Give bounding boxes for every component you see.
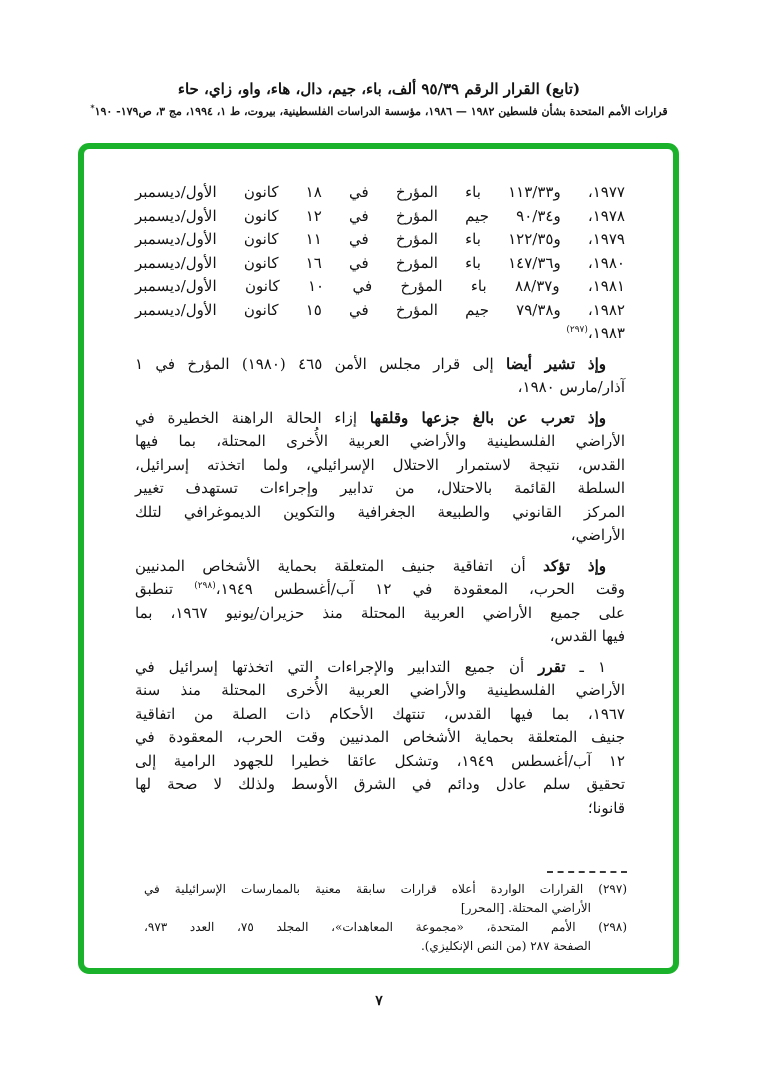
footnote-line <box>144 899 627 918</box>
text-segment: قانونا؛ <box>587 798 625 817</box>
text-segment: تقرر <box>538 657 566 676</box>
text-segment: آذار/مارس ١٩٨٠، <box>517 378 625 396</box>
paragraph-affirming-geneva-convention <box>135 555 625 649</box>
text-segment: ١٩٧٨، و٩٠/٣٤ جيم المؤرخ في ١٢ كانون الأول/ديسمبر <box>135 206 625 225</box>
text-segment: ١ ـ <box>565 657 606 676</box>
text-line <box>135 252 625 276</box>
text-segment: الأراضي الفلسطينية والأراضي العربية الأُخرى المحتلة، بما فيها <box>135 432 625 450</box>
paragraph-operative-paragraph-1 <box>135 656 625 821</box>
text-line <box>135 578 625 602</box>
text-line <box>135 275 625 299</box>
text-line <box>135 602 625 626</box>
paragraph-recalling-sc-resolution-465 <box>135 353 625 400</box>
footnote-line <box>144 880 627 899</box>
text-segment: تحقيق سلم عادل ودائم في الشرق الأوسط ولذلك لا صحة لها <box>135 775 625 793</box>
text-line <box>135 501 625 525</box>
text-segment: ١٩٨٠، و١٤٧/٣٦ باء المؤرخ في ١٦ كانون الأول/ديسمبر <box>135 253 625 272</box>
page-number: ٧ <box>375 993 383 1009</box>
text-segment: ١٩٨٢، و٧٩/٣٨ جيم المؤرخ في ١٥ كانون الأول/ديسمبر <box>135 300 625 319</box>
text-line <box>135 376 625 400</box>
text-segment: القدس، نتيجة لاستمرار الاحتلال الإسرائيلي، ولما اتخذته إسرائيل، <box>135 455 625 474</box>
text-segment: المركز القانوني والطبيعة الجغرافية والتكوين الديموغرافي لتلك <box>135 502 625 521</box>
text-line <box>135 726 625 750</box>
text-line <box>135 205 625 229</box>
text-segment: على جميع الأراضي العربية المحتلة منذ حزيران/يونيو ١٩٦٧، بما <box>135 603 625 622</box>
text-line <box>135 407 625 431</box>
paragraph-expressing-alarm <box>135 407 625 548</box>
text-line <box>135 322 625 346</box>
text-segment: وقت الحرب، المعقودة في ١٢ آب/أغسطس ١٩٤٩، <box>215 580 626 598</box>
text-line <box>135 679 625 703</box>
text-segment: الأراضي، <box>570 526 625 544</box>
paragraph-resolutions-list <box>135 181 625 346</box>
header-footnote-marker: * <box>90 102 95 113</box>
text-segment: ١٩٧٩، و١٢٢/٣٥ باء المؤرخ في ١١ كانون الأول/ديسمبر <box>135 230 625 248</box>
header-title-text: (تابع) القرار الرقم ٩٥/٣٩ ألف، باء، جيم، دال، هاء، واو، زاي، حاء <box>177 80 581 98</box>
text-line <box>135 524 625 548</box>
text-line <box>135 299 625 323</box>
header-source-line <box>0 103 758 120</box>
text-segment: إزاء الحالة الراهنة الخطيرة في <box>135 408 370 427</box>
text-line <box>135 750 625 774</box>
text-line <box>135 181 625 205</box>
text-segment: (٢٩٧) القرارات الواردة أعلاه قرارات سابقة معنية بالممارسات الإسرائيلية في <box>144 882 627 896</box>
text-segment: السلطة القائمة بالاحتلال، من تدابير وإجراءات تستهدف تغيير <box>135 479 625 497</box>
text-segment: وإذ تؤكد <box>543 556 606 575</box>
text-line <box>135 228 625 252</box>
text-line <box>135 656 625 680</box>
content-frame <box>78 143 679 974</box>
footnote-ref-marker: (٢٩٧) <box>566 325 588 335</box>
text-line <box>135 773 625 797</box>
text-line <box>135 353 625 377</box>
text-segment: الأراضي المحتلة. [المحرر] <box>460 901 591 915</box>
text-line <box>135 703 625 727</box>
text-segment: أن جميع التدابير والإجراءات التي اتخذتها إسرائيل في <box>135 657 539 676</box>
footnote-ref-marker: (٢٩٨) <box>194 581 216 591</box>
text-segment: فيها القدس، <box>549 627 625 645</box>
text-segment: الصفحة ٢٨٧ (من النص الإنكليزي). <box>420 939 591 953</box>
text-segment: جنيف المتعلقة بحماية الأشخاص المدنيين وقت الحرب، المعقودة في <box>135 728 625 746</box>
footnote-line <box>144 918 627 937</box>
text-segment: تنطبق <box>135 580 195 598</box>
header-title <box>0 78 758 100</box>
text-segment: وإذ تشير أيضا <box>506 354 606 373</box>
text-line <box>135 430 625 454</box>
footnote-separator-line <box>547 871 627 873</box>
text-line <box>135 625 625 649</box>
text-segment: (٢٩٨) الأمم المتحدة، «مجموعة المعاهدات»، المجلد ٧٥، العدد ٩٧٣، <box>144 920 627 934</box>
text-segment: ١٢ آب/أغسطس ١٩٤٩، وتشكل عائقا خطيرا للجهود الرامية إلى <box>135 751 625 770</box>
text-segment: أن اتفاقية جنيف المتعلقة بحماية الأشخاص المدنيين <box>135 556 544 575</box>
footnotes-section <box>144 880 627 956</box>
footnote-line <box>144 937 627 956</box>
text-segment: ١٩٨٣، <box>587 324 625 342</box>
text-segment: الأراضي الفلسطينية والأراضي العربية الأُخرى المحتلة منذ سنة <box>135 681 625 699</box>
text-line <box>135 555 625 579</box>
text-segment: إلى قرار مجلس الأمن ٤٦٥ (١٩٨٠) المؤرخ في ١ <box>135 354 507 373</box>
text-segment: ١٩٧٧، و١١٣/٣٣ باء المؤرخ في ١٨ كانون الأول/ديسمبر <box>135 183 625 201</box>
text-line <box>135 797 625 821</box>
footnote-298 <box>144 918 627 956</box>
resolution-text <box>135 181 625 820</box>
text-segment: وإذ تعرب عن بالغ جزعها وقلقها <box>369 408 606 427</box>
footnote-297 <box>144 880 627 918</box>
text-segment: ١٩٨١، و٨٨/٣٧ باء المؤرخ في ١٠ كانون الأول/ديسمبر <box>135 277 625 295</box>
header-source-text: قرارات الأمم المتحدة بشأن فلسطين ١٩٨٢ — ١٩٨٦، مؤسسة الدراسات الفلسطينية، بيروت، ط ١، ١٩٩٤، مج ٣، ص١٧٩- ١٩٠ <box>94 105 668 118</box>
text-line <box>135 477 625 501</box>
text-segment: ١٩٦٧، بما فيها القدس، تنتهك الأحكام ذات الصلة من اتفاقية <box>135 704 625 723</box>
text-line <box>135 454 625 478</box>
